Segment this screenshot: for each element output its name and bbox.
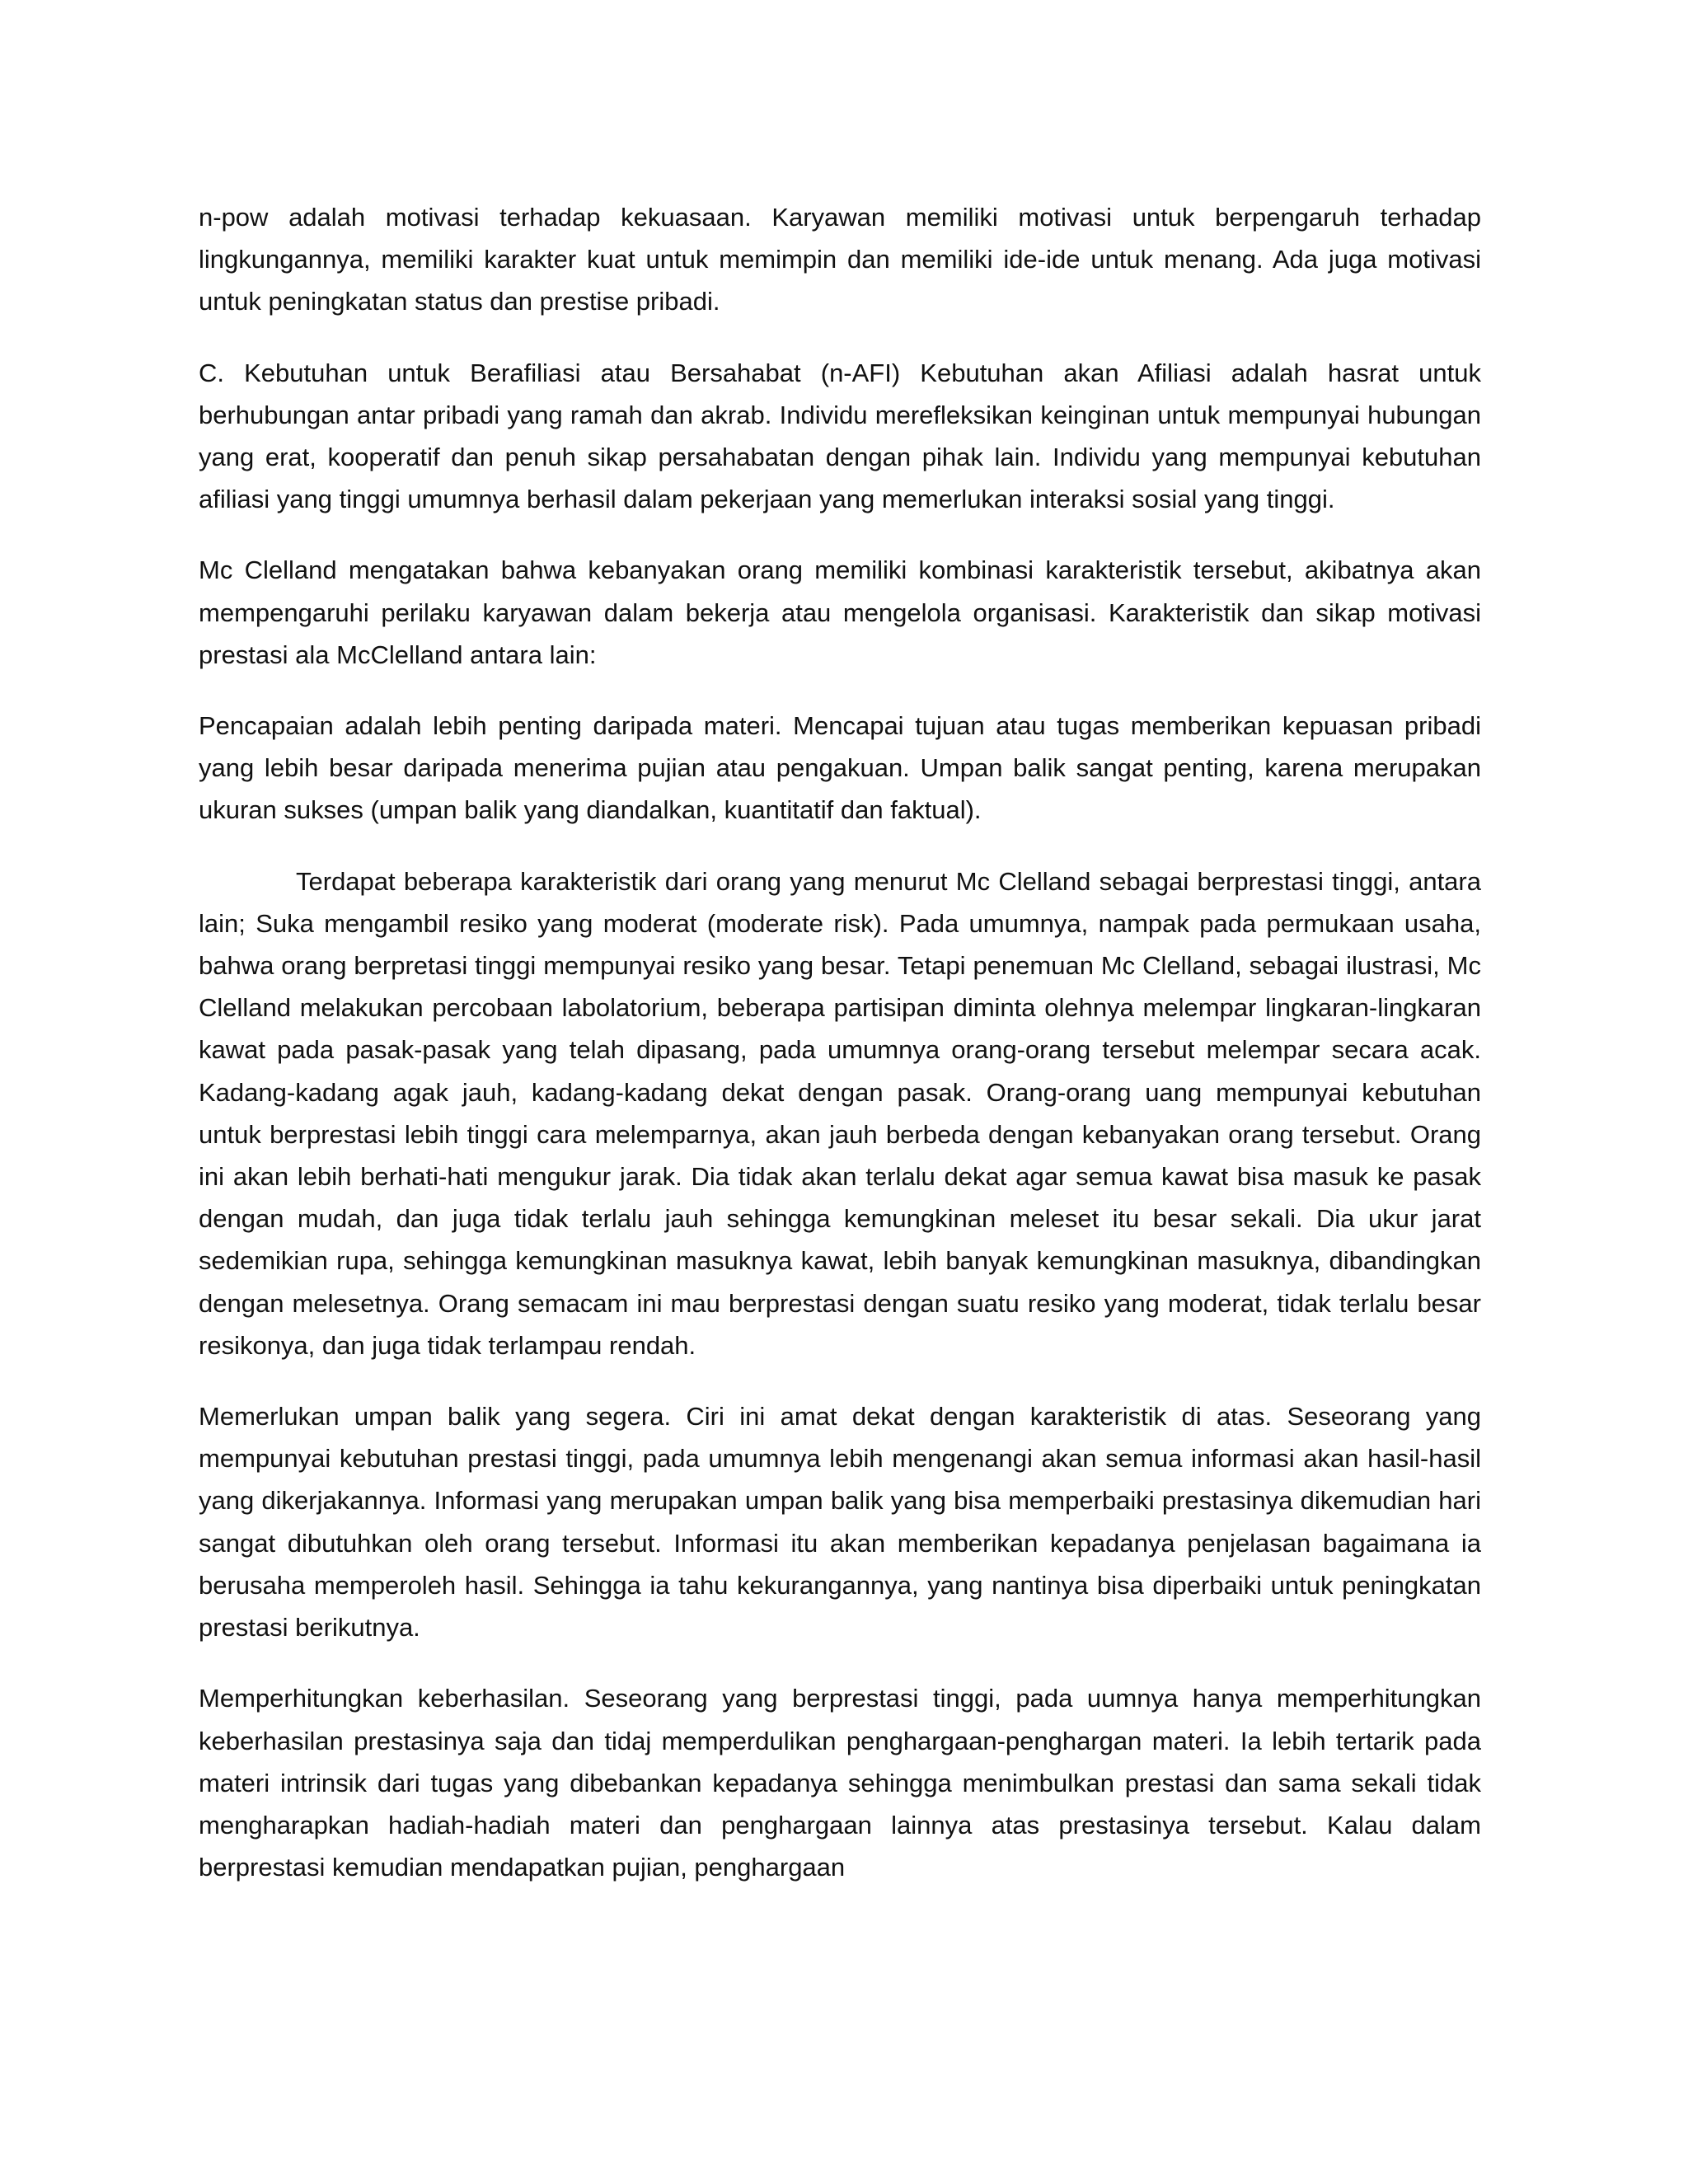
paragraph-achievement-over-material: Pencapaian adalah lebih penting daripada materi. Mencapai tujuan atau tugas memberikan kepuasan pribadi yang lebih besar daripada menerima pujian atau pengakuan. Umpan balik sangat penting, karena merupakan ukuran sukses (umpan balik yang diandalkan, kuantitatif dan faktual). (199, 711, 1481, 825)
paragraph-affiliation-need: C. Kebutuhan untuk Berafiliasi atau Bersahabat (n-AFI) Kebutuhan akan Afiliasi adalah hasrat untuk berhubungan antar pribadi yang ramah dan akrab. Individu merefleksikan keinginan untuk mempunyai hubungan yang erat, kooperatif dan penuh sikap persahabatan dengan pihak lain. Individu yang mempunyai kebutuhan afiliasi yang tinggi umumnya berhasil dalam pekerjaan yang memerlukan interaksi sosial yang tinggi. (199, 358, 1481, 514)
paragraph-npow: n-pow adalah motivasi terhadap kekuasaan. Karyawan memiliki motivasi untuk berpengaruh terhadap lingkungannya, memiliki karakter kuat untuk memimpin dan memiliki ide-ide untuk menang. Ada juga motivasi untuk peningkatan status dan prestise pribadi. (199, 203, 1481, 316)
paragraph-mcclelland-combination: Mc Clelland mengatakan bahwa kebanyakan orang memiliki kombinasi karakteristik tersebut, akibatnya akan mempengaruhi perilaku karyawan dalam bekerja atau mengelola organisasi. Karakteristik dan sikap motivasi prestasi ala McClelland antara lain: (199, 555, 1481, 669)
paragraph-moderate-risk: Terdapat beberapa karakteristik dari orang yang menurut Mc Clelland sebagai berprestasi tinggi, antara lain; Suka mengambil resiko yang moderat (moderate risk). Pada umumnya, nampak pada permukaan usaha, bahwa orang berpretasi tinggi mempunyai resiko yang besar. Tetapi penemuan Mc Clelland, sebagai ilustrasi, Mc Clelland melakukan percobaan labolatorium, beberapa partisipan diminta olehnya melempar lingkaran-lingkaran kawat pada pasak-pasak yang telah dipasang, pada umumnya orang-orang tersebut melempar secara acak. Kadang-kadang agak jauh, kadang-kadang dekat dengan pasak. Orang-orang uang mempunyai kebutuhan untuk berprestasi lebih tinggi cara melemparnya, akan jauh berbeda dengan kebanyakan orang tersebut. Orang ini akan lebih berhati-hati mengukur jarak. Dia tidak akan terlalu dekat agar semua kawat bisa masuk ke pasak dengan mudah, dan juga tidak terlalu jauh sehingga kemungkinan meleset itu besar sekali. Dia ukur jarat sedemikian rupa, sehingga kemungkinan masuknya kawat, lebih banyak kemungkinan masuknya, dibandingkan dengan melesetnya. Orang semacam ini mau berprestasi dengan suatu resiko yang moderat, tidak terlalu besar resikonya, dan juga tidak terlampau rendah. (199, 866, 1481, 1360)
paragraph-immediate-feedback: Memerlukan umpan balik yang segera. Ciri ini amat dekat dengan karakteristik di atas. Seseorang yang mempunyai kebutuhan prestasi tinggi, pada umumnya lebih mengenangi akan semua informasi akan hasil-hasil yang dikerjakannya. Informasi yang merupakan umpan balik yang bisa memperbaiki prestasinya dikemudian hari sangat dibutuhkan oleh orang tersebut. Informasi itu akan memberikan kepadanya penjelasan bagaimana ia berusaha memperoleh hasil. Sehingga ia tahu kekurangannya, yang nantinya bisa diperbaiki untuk peningkatan prestasi berikutnya. (199, 1402, 1481, 1643)
paragraph-calculating-success: Memperhitungkan keberhasilan. Seseorang yang berprestasi tinggi, pada uumnya hanya memperhitungkan keberhasilan prestasinya saja dan tidaj memperdulikan penghargaan-penghargan materi. Ia lebih tertarik pada materi intrinsik dari tugas yang dibebankan kepadanya sehingga menimbulkan prestasi dan sama sekali tidak mengharapkan hadiah-hadiah materi dan penghargaan lainnya atas prestasinya tersebut. Kalau dalam berprestasi kemudian mendapatkan pujian, penghargaan (199, 1684, 1481, 1882)
document-body (199, 196, 1481, 1917)
